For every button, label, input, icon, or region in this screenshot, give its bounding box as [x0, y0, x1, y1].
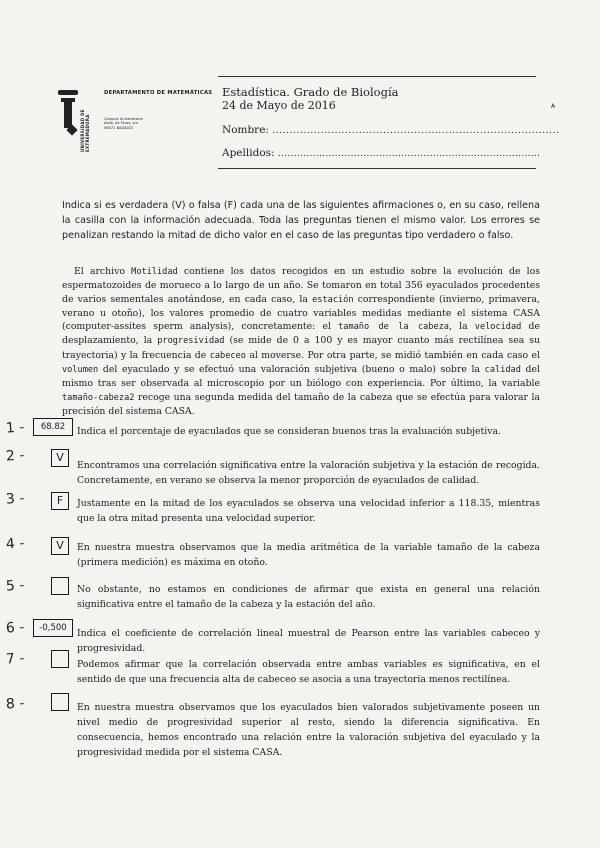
question-text-3: Justamente en la mitad de los eyaculados se observa una velocidad inferior a 118.35, mientras que la otra mitad presenta una velocidad superior. — [77, 498, 540, 524]
question-number: 2 - — [5, 447, 25, 465]
header-top-rule — [218, 76, 536, 77]
university-name: UNIVERSIDAD DE EXTREMADURA — [80, 109, 90, 152]
answer-box-3[interactable]: F — [51, 492, 69, 510]
surname-field[interactable] — [222, 147, 540, 159]
question-text-1: Indica el porcentaje de eyaculados que se consideran buenos tras la evaluación subjetiva. — [77, 426, 502, 437]
department-address: Campus Universitario Avda. de Elvas, s/n 06071 BADAJOZ — [104, 117, 143, 130]
answer-box-8[interactable] — [51, 693, 69, 711]
name-label: Nombre: — [222, 124, 269, 136]
header-bottom-rule — [218, 168, 536, 169]
name-dotted-line: ................................................................................... — [272, 126, 560, 136]
surname-label: Apellidos: — [222, 147, 275, 159]
question-text-5: No obstante, no estamos en condiciones de afirmar que exista en general una relación significativa entre el tamaño de la cabeza y la estación del año. — [77, 584, 540, 610]
question-number: 5 - — [5, 577, 25, 595]
question-text-8: En nuestra muestra observamos que los eyaculados bien valorados subjetivamente poseen un nivel medio de progresividad superior al resto, siendo la diferencia significativa. En consecuencia, hemos encontrado una relación entre la valoración subjetiva del eyaculado y la progresividad medida por el sistema CASA. — [77, 702, 540, 758]
answer-box-5[interactable] — [51, 577, 69, 595]
answer-box-4[interactable]: V — [51, 537, 69, 555]
answer-box-1[interactable]: 68.82 — [33, 418, 73, 436]
answer-box-7[interactable] — [51, 650, 69, 668]
question-text-6: Indica el coeficiente de correlación lineal muestral de Pearson entre las variables cabeceo y progresividad. — [77, 628, 540, 654]
question-text-7: Podemos afirmar que la correlación observada entre ambas variables es significativa, en el sentido de que una frecuencia alta de cabeceo se asocia a una trayectoria menos rectilínea. — [77, 659, 540, 685]
question-number: 8 - — [5, 695, 25, 713]
question-text-4: En nuestra muestra observamos que la media aritmética de la variable tamaño de la cabeza (primera medición) es máxima en otoño. — [77, 542, 540, 568]
context-paragraph: El archivo Motilidad contiene los datos recogidos en un estudio sobre la evolución de los espermatozoides de morueco a lo largo de un año. Se tomaron en total 356 eyaculados procedentes de varios sementales anotándose, en cada caso, la estación correspondiente (invierno, primavera, verano u otoño), los valores promedio de cuatro variables medidas mediante el sistema CASA (computer-assites sperm analysis), concretamente: el tamaño de la cabeza, la velocidad de desplazamiento, la progresividad (se mide de 0 a 100 y es mayor cuanto más rectilínea sea su trayectoria) y la frecuencia de cabeceo al moverse. Por otra parte, se midió también en cada caso el volumen del eyaculado y se efectuó una valoración subjetiva (bueno o malo) sobre la calidad del mismo tras ser observada al microscopio por un biólogo con experiencia. Por último, la variable tamaño-cabeza2 recoge una segunda medida del tamaño de la cabeza que se efectúa para valorar la precisión del sistema CASA. — [62, 266, 540, 417]
surname-dotted-line: ................................................................................... — [277, 149, 541, 159]
name-field[interactable] — [222, 124, 560, 136]
department-name: DEPARTAMENTO DE MATEMÁTICAS — [104, 90, 213, 96]
question-number: 4 - — [5, 535, 25, 553]
exam-title: Estadística. Grado de Biología — [222, 85, 399, 99]
question-number: 7 - — [5, 650, 25, 668]
question-text-2: Encontramos una correlación significativa entre la valoración subjetiva y la estación de recogida. Concretamente, en verano se observa la menor proporción de eyaculados de calidad. — [77, 460, 540, 486]
instructions: Indica si es verdadera (V) o falsa (F) cada una de las siguientes afirmaciones o, en su caso, rellena la casilla con la información adecuada. Toda las preguntas tienen el mismo valor. Los errores se penalizan restando la mitad de dicho valor en el caso de las preguntas tipo verdadero o falso. — [62, 200, 540, 241]
answer-box-2[interactable]: V — [51, 449, 69, 467]
question-number: 6 - — [5, 619, 25, 637]
corner-mark: A — [551, 103, 556, 110]
exam-date: 24 de Mayo de 2016 — [222, 99, 336, 112]
answer-box-6[interactable]: -0,500 — [33, 619, 73, 637]
question-number: 3 - — [5, 490, 25, 508]
question-number: 1 - — [5, 419, 25, 437]
university-logo-icon — [58, 86, 78, 142]
